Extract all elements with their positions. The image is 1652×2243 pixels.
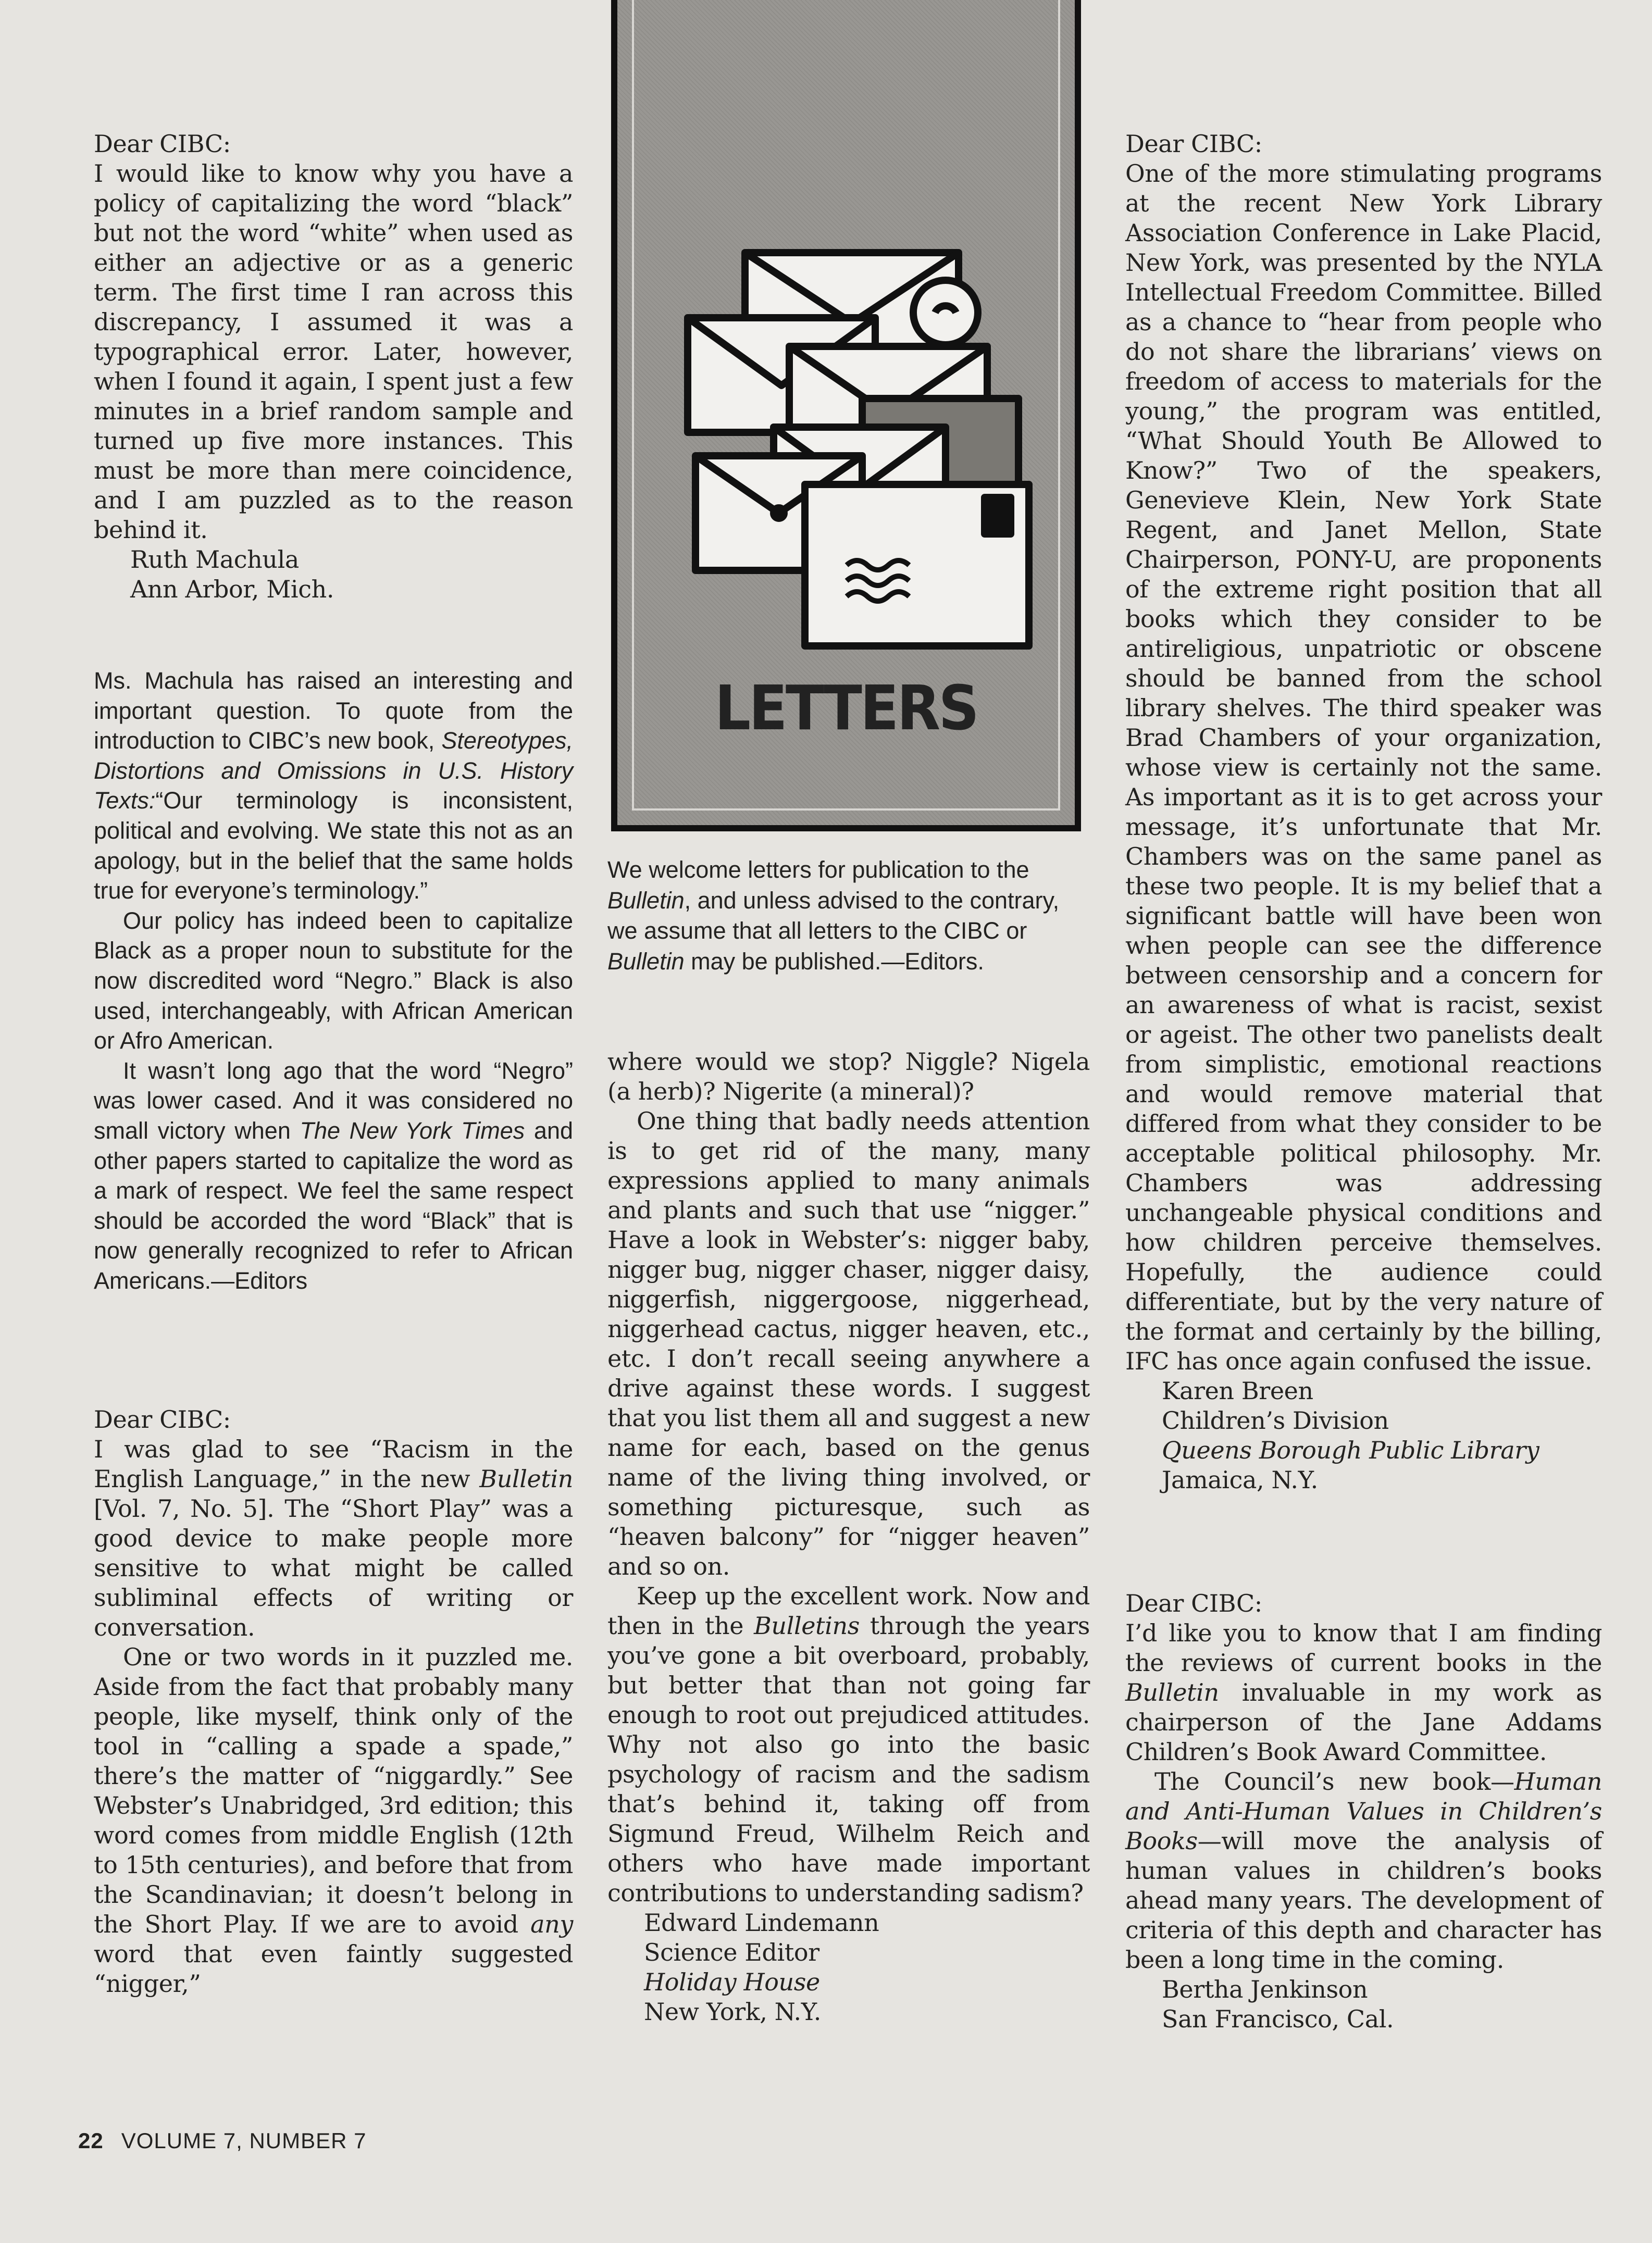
book-title: Stereotypes, Distortions and Omissions in U.S. History Texts: bbox=[94, 727, 573, 814]
letter-paragraph: Keep up the excellent work. Now and then in the Bulletins through the years you’ve gone a bit overboard, probably, but better that than not going far enough to root out prejudiced attitudes. Why not also go into the basic psychology of racism and the sadism that’s behind it, taking off from Sigmund Freud, Wilhelm Reich and others who have made important contributions to understanding sadism? bbox=[607, 1582, 1090, 1907]
page-footer bbox=[78, 2128, 367, 2153]
salutation: Dear CIBC: bbox=[94, 130, 231, 158]
letter-lindemann-part2 bbox=[607, 1047, 1090, 2027]
signature-organization: Holiday House bbox=[644, 1968, 820, 1996]
reply-paragraph: Ms. Machula has raised an interesting and important question. To quote from the introduction to CIBC’s new book, Stereotypes, Distortions and Omissions in U.S. History Texts:“Our terminology is inconsistent, political and evolving. We state this not as an apology, but in the belief that the same holds true for everyone’s terminology.” bbox=[94, 667, 573, 904]
salutation: Dear CIBC: bbox=[1125, 1589, 1262, 1617]
publication-title: Bulletins bbox=[754, 1612, 860, 1640]
signature-title: Science Editor bbox=[644, 1938, 819, 1966]
column-middle bbox=[607, 855, 1090, 2027]
signature-name: Ruth Machula bbox=[130, 545, 299, 574]
book-title: Human and Anti-Human Values in Children’s Books bbox=[1125, 1767, 1602, 1855]
editors-reply-machula bbox=[94, 666, 573, 1295]
reply-paragraph: It wasn’t long ago that the word “Negro” was lower cased. And it was considered no small victory when The New York Times and other papers started to capitalize the word as a mark of respect. We feel the same respect should be accorded the word “Black” that is now generally recognized to refer to African Americans.—Editors bbox=[94, 1057, 574, 1294]
signature-place: Jamaica, N.Y. bbox=[1162, 1466, 1318, 1494]
letter-paragraph: The Council’s new book—Human and Anti-Human Values in Children’s Books—will move the analysis of human values in children’s books ahead many years. The development of criteria of this depth and character has been a long time in the coming. bbox=[1125, 1767, 1602, 1974]
column-right bbox=[1125, 129, 1602, 2034]
letter-paragraph: I was glad to see “Racism in the English Language,” in the new Bulletin [Vol. 7, No. 5]. The “Short Play” was a good device to make people more sensitive to what might be called subliminal effects of writing or conversation. bbox=[94, 1435, 573, 1642]
letter-machula bbox=[94, 129, 573, 604]
publication-title: Bulletin bbox=[607, 887, 685, 914]
letter-body: I would like to know why you have a policy of capitalizing the word “black” but not the word “white” when used as either an adjective or as a generic term. The first time I ran across this discrepancy, I assumed it was a typographical error. Later, however, when I found it again, I spent just a few minutes in a brief random sample and turned up five more instances. This must be more than mere coincidence, and I am puzzled as to the reason behind it. bbox=[94, 159, 573, 544]
newspaper-title: The New York Times bbox=[300, 1117, 525, 1144]
letter-breen bbox=[1125, 129, 1602, 1495]
publication-title: Bulletin bbox=[1125, 1678, 1219, 1706]
signature-name: Karen Breen bbox=[1162, 1377, 1313, 1405]
column-left bbox=[94, 129, 573, 1999]
letter-paragraph: One or two words in it puzzled me. Aside from the fact that probably many people, like myself, think only of the tool in “calling a spade a spade,” there’s the matter of “niggardly.” See Webster’s Unabridged, 3rd edition; this word comes from middle English (12th to 15th centuries), and before that from the Scandinavian; it doesn’t belong in the Short Play. If we are to avoid any word that even faintly suggested “nigger,” bbox=[94, 1643, 573, 1998]
salutation: Dear CIBC: bbox=[1125, 130, 1262, 158]
emphasis: any bbox=[530, 1910, 573, 1939]
page-number: 22 bbox=[78, 2128, 104, 2153]
editorial-note: We welcome letters for publication to the Bulletin, and unless advised to the contrary, we assume that all letters to the CIBC or Bulletin may be published.—Editors. bbox=[607, 856, 1060, 975]
signature-organization: Queens Borough Public Library bbox=[1162, 1436, 1539, 1464]
publication-title: Bulletin bbox=[607, 948, 685, 975]
letter-body: One of the more stimulating programs at the recent New York Library Association Conference in Lake Placid, New York, was presented by the NYLA Intellectual Freedom Committee. Billed as a chance to “hear from people who do not share the librarians’ views on freedom of access to materials for the young,” the program was entitled, “What Should Youth Be Allowed to Know?” Two of the speakers, Genevieve Klein, New York State Regent, and Janet Mellon, State Chairperson, PONY-U, are proponents of the extreme right position that all books which they consider to be antireligious, unpatriotic or obscene should be banned from the school library shelves. The third speaker was Brad Chambers of your organization, whose view is certainly not the same. As important as it is to get across your message, it’s unfortunate that Mr. Chambers was on the same panel as these two people. It is my belief that a significant battle will have been won when people can see the difference between censorship and a concern for an awareness of what is racist, sexist or ageist. The other two panelists dealt from simplistic, emotional reactions and would remove material that differed from what they consider to be acceptable political philosophy. Mr. Chambers was addressing unchangeable physical conditions and how children perceive themselves. Hopefully, the audience could differentiate, but by the very nature of the format and certainly by the billing, IFC has once again confused the issue. bbox=[1125, 159, 1602, 1375]
signature-place: Ann Arbor, Mich. bbox=[130, 575, 334, 603]
signature-name: Bertha Jenkinson bbox=[1162, 1975, 1368, 2003]
signature-division: Children’s Division bbox=[1162, 1406, 1389, 1435]
letter-lindemann-part1 bbox=[94, 1405, 573, 1999]
letter-paragraph: I’d like you to know that I am finding the reviews of current books in the Bulletin invaluable in my work as chairperson of the Jane Addams Children’s Book Award Committee. bbox=[1125, 1619, 1602, 1766]
signature-place: New York, N.Y. bbox=[644, 1998, 822, 2026]
signature-name: Edward Lindemann bbox=[644, 1909, 879, 1937]
letters-logo-panel bbox=[611, 0, 1081, 831]
letter-paragraph: One thing that badly needs attention is to get rid of the many, many expressions applied to many animals and plants and such that use “nigger.” Have a look in Webster’s: nigger baby, nigger bug, nigger chaser, nigger daisy, niggerfish, niggergoose, niggerhead, niggerhead cactus, nigger heaven, etc., etc. I don’t recall seeing anywhere a drive against these words. I suggest that you list them all and suggest a new name for each, based on the genus name of the living thing involved, or something picturesque, such as “heaven balcony” for “nigger heaven” and so on. bbox=[607, 1107, 1090, 1580]
letters-wordmark: LETTERS bbox=[714, 672, 978, 744]
salutation: Dear CIBC: bbox=[94, 1405, 231, 1434]
signature-place: San Francisco, Cal. bbox=[1162, 2005, 1394, 2033]
issue-label: VOLUME 7, NUMBER 7 bbox=[121, 2128, 367, 2153]
reply-paragraph: Our policy has indeed been to capitalize Black as a proper noun to substitute for the now discredited word “Negro.” Black is also used, interchangeably, with African American or Afro American. bbox=[94, 907, 573, 1054]
letter-jenkinson bbox=[1125, 1589, 1602, 2034]
letter-paragraph: where would we stop? Niggle? Nigela (a herb)? Nigerite (a mineral)? bbox=[607, 1048, 1090, 1105]
publication-title: Bulletin bbox=[479, 1465, 573, 1493]
